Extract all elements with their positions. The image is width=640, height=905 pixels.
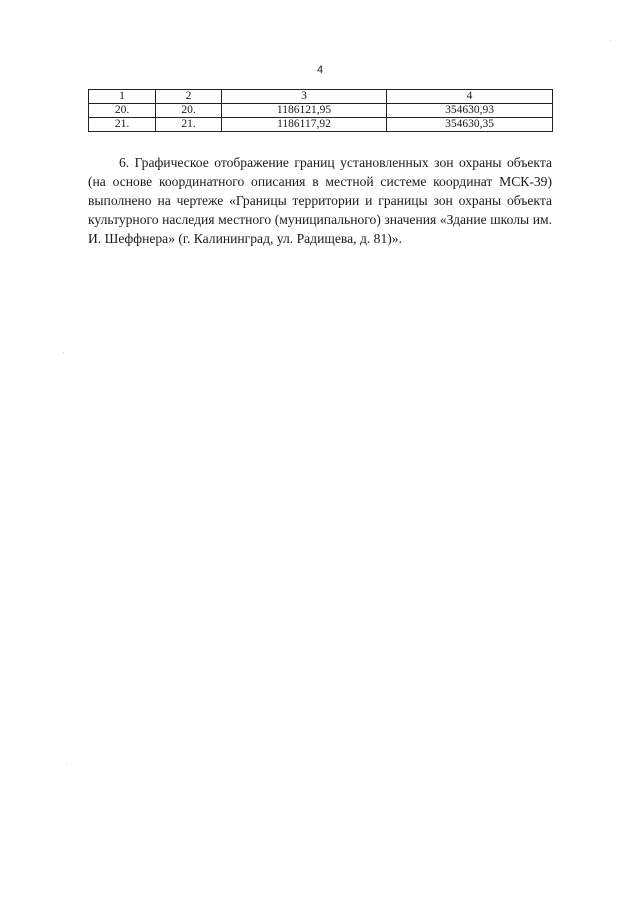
table-cell: 20. — [156, 104, 222, 118]
table-cell: 20. — [89, 104, 156, 118]
body-paragraph: 6. Графическое отображение границ установленных зон охраны объекта (на основе координатного описания в местной системе координат МСК-39) выполнено на чертеже «Границы территории и границы зон охраны объекта культурного наследия местного (муниципального) значения «Здание школы им. И. Шеффнера» (г. Калининград, ул. Радищева, д. 81)». — [88, 155, 552, 246]
table-header-row — [89, 90, 553, 104]
table-header-cell: 3 — [222, 90, 387, 104]
scan-speck — [610, 40, 611, 41]
table-row — [89, 118, 553, 132]
table-header-cell: 1 — [89, 90, 156, 104]
table-cell: 1186121,95 — [222, 104, 387, 118]
table-cell: 354630,35 — [387, 118, 553, 132]
table-row — [89, 104, 553, 118]
table-header-cell: 2 — [156, 90, 222, 104]
table-header-cell: 4 — [387, 90, 553, 104]
page-number: 4 — [316, 64, 324, 76]
table-cell: 354630,93 — [387, 104, 553, 118]
scan-speck — [63, 352, 64, 353]
scan-speck — [66, 763, 67, 764]
table-cell: 21. — [89, 118, 156, 132]
table-cell: 1186117,92 — [222, 118, 387, 132]
table-cell: 21. — [156, 118, 222, 132]
coordinates-table — [88, 89, 553, 132]
